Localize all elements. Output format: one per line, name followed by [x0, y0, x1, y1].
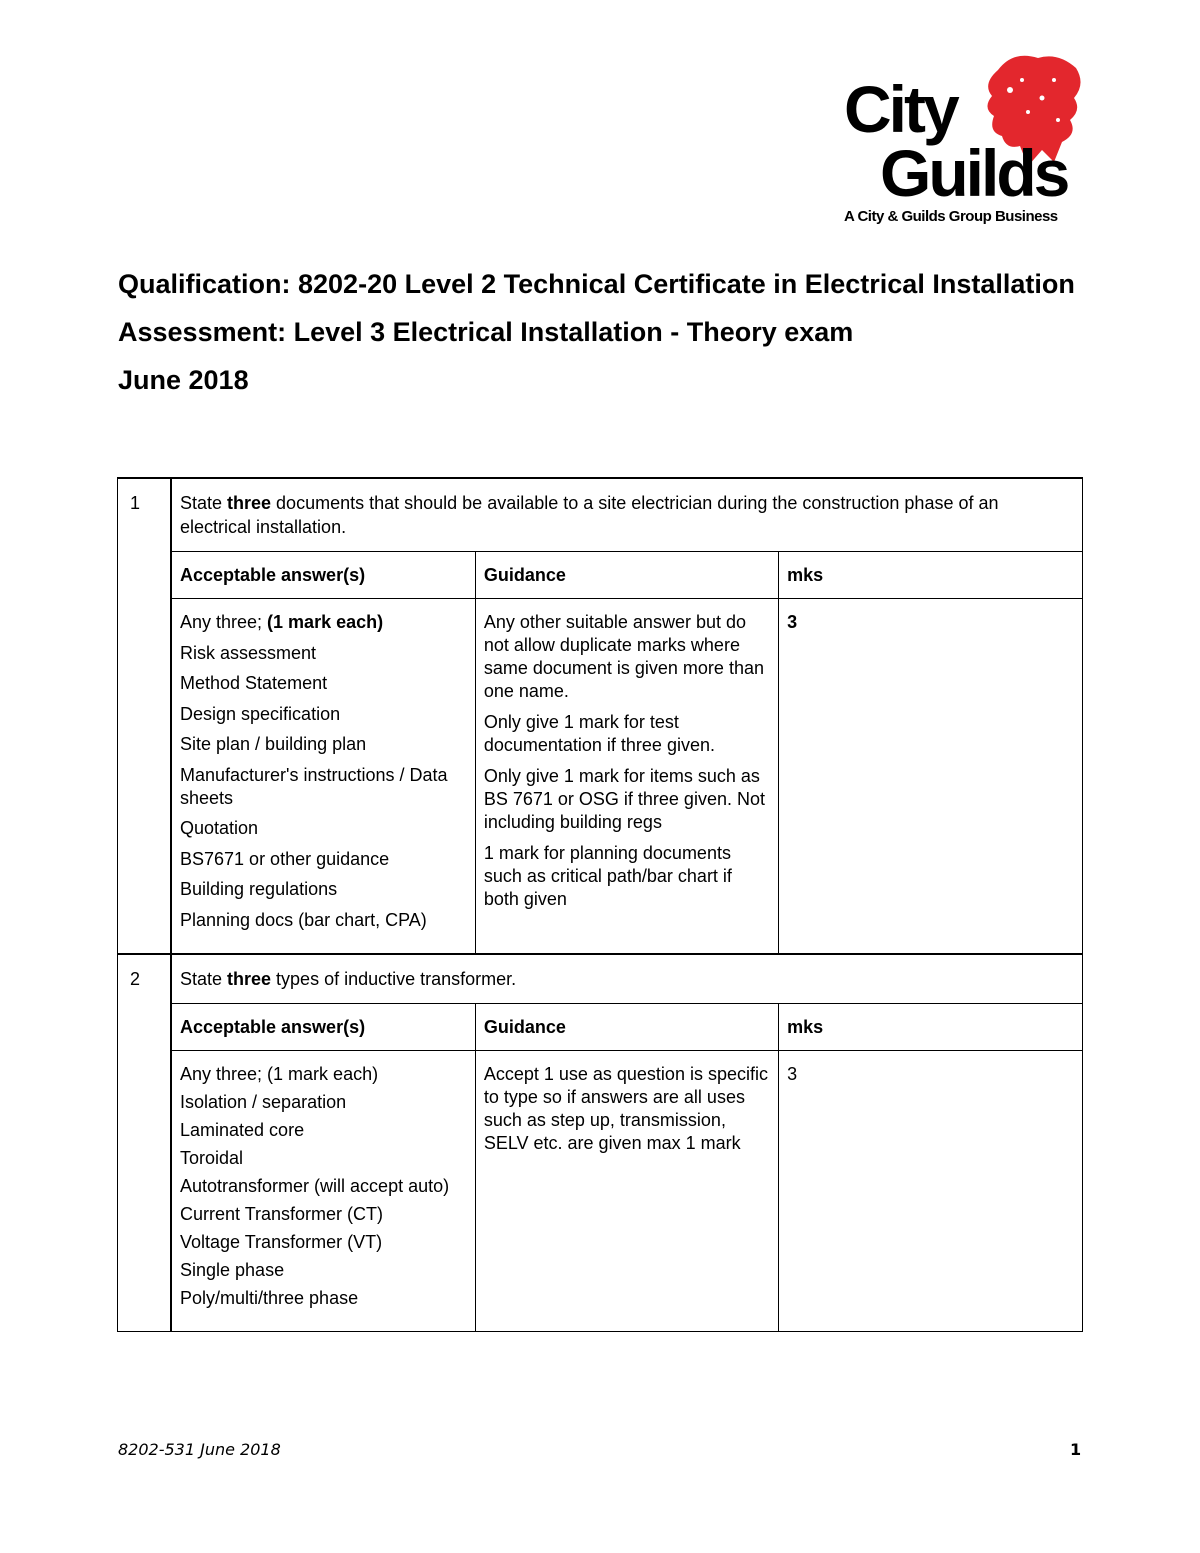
answer-item: Single phase: [180, 1260, 285, 1280]
guidance-item: Accept 1 use as question is specific to type so if answers are all uses such as step up, transmission, SELV etc. are given max 1 mark: [483, 1064, 768, 1153]
question-row: [118, 954, 1083, 1331]
mark-scheme-table: [117, 477, 1083, 1332]
question-number-cell: [118, 478, 172, 954]
answer-intro: Any three; (1 mark each): [180, 612, 384, 632]
logo-word-city: City: [844, 72, 957, 146]
marks-value: 3: [779, 599, 1082, 954]
header-acceptable-answers: Acceptable answer(s): [172, 1004, 475, 1051]
question-number: 2: [130, 969, 141, 989]
answer-item: Laminated core: [180, 1120, 305, 1140]
guidance-item: Only give 1 mark for test documentation if three given.: [483, 712, 715, 755]
answer-item: Risk assessment: [180, 642, 317, 663]
logo-tagline: A City & Guilds Group Business: [844, 208, 1058, 225]
guidance-item: 1 mark for planning documents such as critical path/bar chart if both given: [483, 843, 732, 909]
answer-item: Poly/multi/three phase: [180, 1288, 359, 1308]
answer-item: Building regulations: [180, 879, 338, 899]
qualification-title: Qualification: 8202-20 Level 2 Technical Certificate in Electrical Installation: [118, 269, 1075, 299]
question-detail: [172, 479, 1082, 953]
footer-reference: 8202-531 June 2018: [118, 1440, 281, 1459]
answer-item: Method Statement: [180, 673, 328, 693]
answer-intro: Any three; (1 mark each): [180, 1064, 379, 1084]
acceptable-answers: [172, 599, 475, 954]
answer-item: BS7671 or other guidance: [180, 848, 390, 869]
guidance-item: Any other suitable answer but do not allow duplicate marks where same document is given more than one name.: [483, 612, 764, 701]
header-marks: mks: [779, 552, 1082, 599]
answer-item: Toroidal: [180, 1148, 244, 1168]
acceptable-answers: [172, 1051, 475, 1331]
answer-item: Quotation: [180, 818, 259, 838]
assessment-title: Assessment: Level 3 Electrical Installation - Theory exam: [118, 317, 854, 347]
question-number: 1: [130, 493, 141, 513]
header-marks: mks: [779, 1004, 1082, 1051]
city-guilds-logo: [838, 50, 1084, 230]
answer-item: Planning docs (bar chart, CPA): [180, 909, 427, 930]
page-number: 1: [1070, 1440, 1082, 1459]
logo-word-guilds: Guilds: [880, 136, 1068, 210]
answer-item: Design specification: [180, 703, 341, 724]
guidance-notes: [475, 599, 778, 954]
header-guidance: Guidance: [475, 552, 778, 599]
header-guidance: Guidance: [475, 1004, 778, 1051]
question-text: State three types of inductive transformer.: [172, 955, 1082, 1004]
answer-item: Current Transformer (CT): [180, 1204, 384, 1224]
answer-item: Isolation / separation: [180, 1092, 347, 1112]
answer-item: Manufacturer's instructions / Data sheets: [180, 764, 448, 808]
answer-item: Voltage Transformer (VT): [180, 1232, 383, 1252]
guidance-item: Only give 1 mark for items such as BS 7671 or OSG if three given. Not including building regs: [483, 766, 765, 832]
header-acceptable-answers: Acceptable answer(s): [172, 552, 475, 599]
question-row: [118, 478, 1083, 954]
question-detail: [172, 955, 1082, 1331]
answer-header-row: [172, 552, 1082, 599]
guidance-notes: [475, 1051, 778, 1331]
document-heading: [118, 266, 1078, 398]
answer-body-row: [172, 599, 1082, 954]
answer-item: Site plan / building plan: [180, 734, 367, 754]
marks-value: 3: [779, 1051, 1082, 1331]
answer-header-row: [172, 1004, 1082, 1051]
exam-date: June 2018: [118, 365, 249, 395]
answer-body-row: [172, 1051, 1082, 1331]
question-text: State three documents that should be available to a site electrician during the construction phase of an electrical installation.: [172, 479, 1082, 552]
answer-item: Autotransformer (will accept auto): [180, 1176, 450, 1196]
question-number-cell: [118, 954, 172, 1331]
